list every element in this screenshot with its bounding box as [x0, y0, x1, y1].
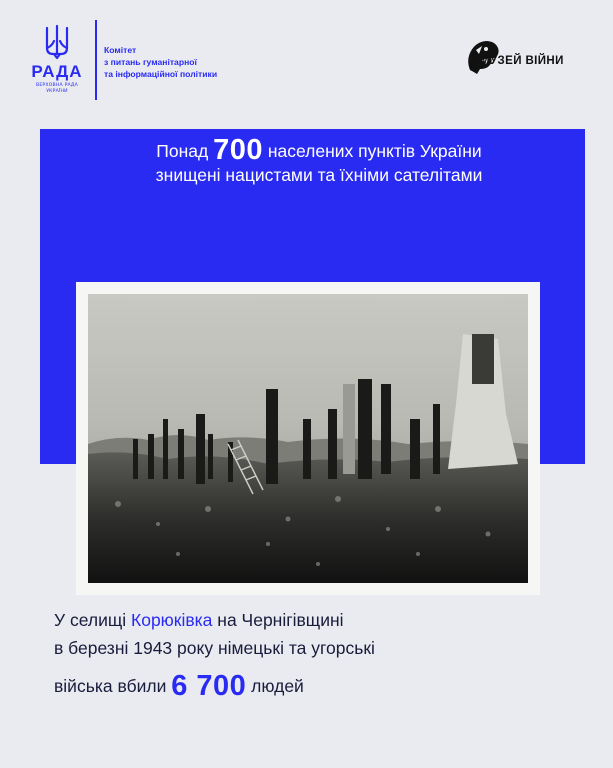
war-museum-logo: [462, 36, 588, 78]
place-name: Корюківка: [131, 610, 213, 630]
victims-number: 6 700: [171, 670, 247, 702]
rada-subtitle: ВЕРХОВНА РАДА УКРАЇНИ: [35, 83, 79, 94]
trident-icon: [44, 24, 70, 60]
archival-photo-ruins: [88, 294, 528, 583]
header-divider: [95, 20, 97, 100]
caption: У селищі Корюківка на Чернігівщині в березні 1943 року німецькі та угорські війська вбили 6 700 людей: [54, 610, 375, 702]
museum-name: МУЗЕЙ ВІЙНИ: [480, 55, 564, 67]
committee-name: Комітет з питань гуманітарної та інформаційної політики: [104, 45, 218, 79]
verkhovna-rada-logo: [26, 24, 88, 94]
headline: Понад 700 населених пунктів України знищені нацистами та їхніми сателітами: [155, 134, 483, 185]
rada-wordmark: РАДА: [31, 62, 83, 81]
headline-number: 700: [213, 134, 263, 166]
header: [0, 0, 613, 120]
